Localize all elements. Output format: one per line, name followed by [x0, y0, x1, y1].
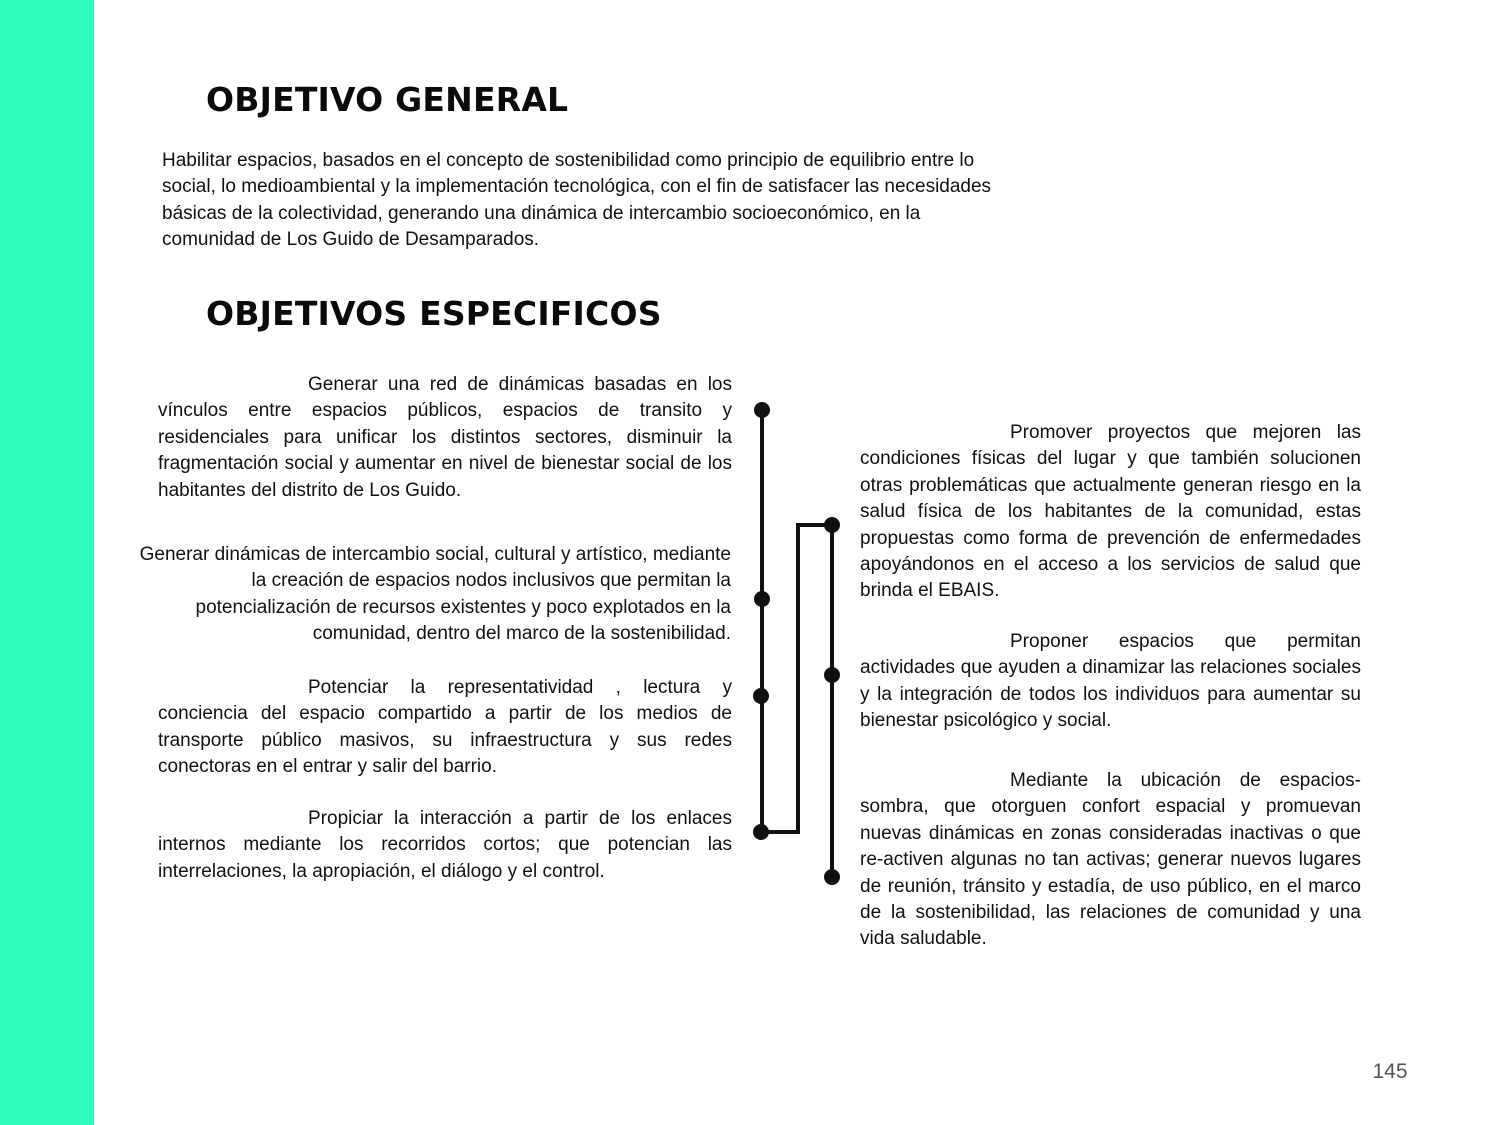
page-number: 145 [1372, 1060, 1408, 1083]
specific-objective-right-1: Promover proyectos que mejoren las condiciones físicas del lugar y que también solucionen otras problemáticas que actualmente generan riesgo en la salud física de los habitantes de la comunidad, estas propuestas como forma de prevención de enfermedades apoyándonos en el acceso a los servicios de salud que brinda el EBAIS. [860, 422, 1361, 602]
timeline-dot [753, 824, 769, 840]
specific-objective-right-2: Proponer espacios que permitan actividades que ayuden a dinamizar las relaciones sociales y la integración de todos los individuos para aumentar su bienestar psicológico y social. [860, 631, 1361, 732]
specific-objective-right-3: Mediante la ubicación de espacios-sombra, que otorguen confort espacial y promuevan nuevas dinámicas en zonas consideradas inactivas o que re-activen algunas no tan activas; generar nuevos lugares de reunión, tránsito y estadía, de uso público, en el marco de la sostenibilidad, las relaciones de comunidad y una vida saludable. [860, 770, 1361, 950]
specific-objective-left-4: Propiciar la interacción a partir de los enlaces internos mediante los recorridos cortos; que potencian las interrelaciones, la apropiación, el diálogo y el control. [158, 808, 732, 882]
specific-objective-left-3: Potenciar la representatividad , lectura y conciencia del espacio compartido a partir de los medios de transporte público masivos, su infraestructura y sus redes conectoras en el entrar y salir del barrio. [158, 677, 732, 778]
timeline-dot [824, 869, 840, 885]
timeline-dot [754, 591, 770, 607]
timeline-dot [824, 667, 840, 683]
specific-objectives-title: OBJETIVOS ESPECIFICOS [206, 294, 662, 333]
timeline-dot [754, 402, 770, 418]
specific-objective-left-1: Generar una red de dinámicas basadas en los vínculos entre espacios públicos, espacios de transito y residenciales para unificar los distintos sectores, disminuir la fragmentación social y aumentar en nivel de bienestar social de los habitantes del distrito de Los Guido. [158, 374, 732, 501]
timeline-dot [824, 517, 840, 533]
timeline-dot [753, 688, 769, 704]
bridge-line [762, 525, 832, 832]
general-objective-title: OBJETIVO GENERAL [206, 80, 569, 119]
specific-objective-left-2: Generar dinámicas de intercambio social, cultural y artístico, mediante la creación de espacios nodos inclusivos que permitan la potencialización de recursos existentes y poco explotados en la comunidad, dentro del marco de la sostenibilidad. [139, 544, 731, 645]
general-objective-text: Habilitar espacios, basados en el concepto de sostenibilidad como principio de equilibrio entre lo social, lo medioambiental y la implementación tecnológica, con el fin de satisfacer las necesidades básicas de la colectividad, generando una dinámica de intercambio socioeconómico, en la comunidad de Los Guido de Desamparados. [162, 150, 992, 251]
